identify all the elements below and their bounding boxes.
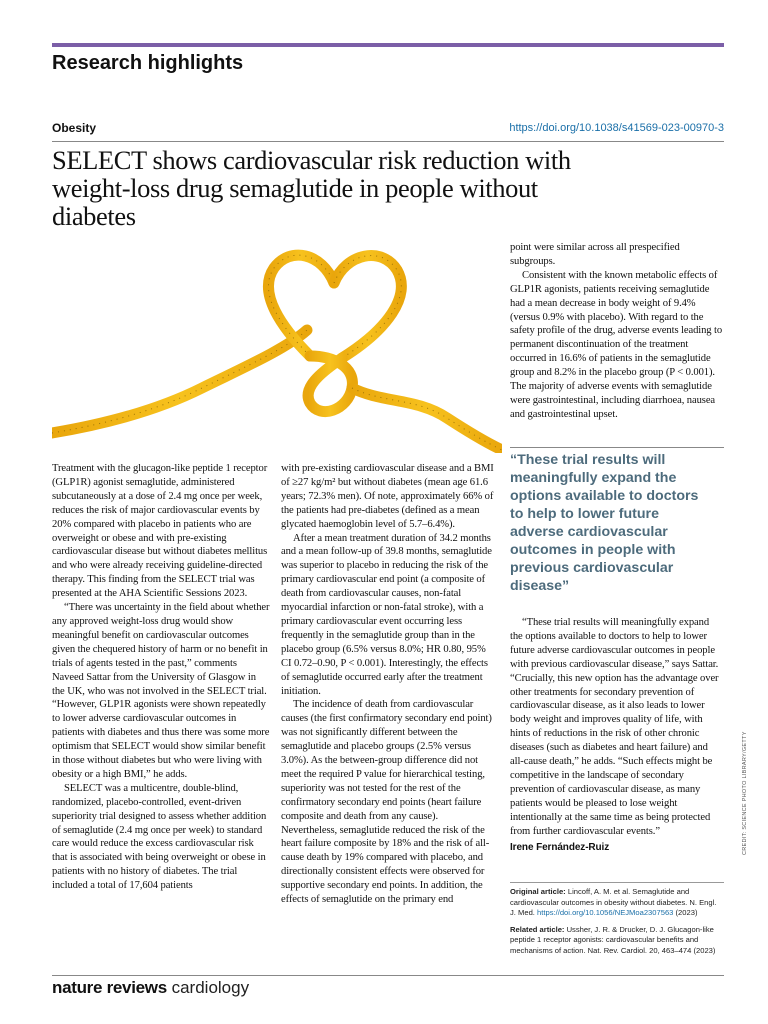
- tape-measure-heart-icon: [52, 238, 502, 453]
- ref-year: (2023): [675, 908, 698, 917]
- body-column-3-bottom: [510, 616, 724, 854]
- pullquote-divider: [510, 447, 724, 448]
- photo-credit: CREDIT: SCIENCE PHOTO LIBRARY/GETTY: [742, 731, 748, 855]
- paragraph: “There was uncertainty in the field about whether any approved weight-loss drug would show meaningful benefit on cardiovascular outcomes given the chequered history of harm or no benefit in trials of agents tested in the past,” comments Naveed Sattar from the University of Glasgow in the UK, who was not involved in the SELECT trial. “However, GLP1R agonists were shown repeatedly to lower adverse cardiovascular outcomes in patients with diabetes and thus there was some more optimism that SELECT would show similar benefit in those without diabetes but who were living with obesity or a high BMI,” he adds.: [52, 602, 270, 780]
- refs-divider: [510, 882, 724, 883]
- paragraph: point were similar across all prespecified subgroups.: [510, 242, 680, 267]
- ref-label: Original article:: [510, 887, 566, 896]
- topic-label: Obesity: [52, 121, 97, 135]
- body-column-1: [52, 462, 270, 893]
- journal-logo: [52, 978, 249, 998]
- footer-divider: [52, 975, 724, 976]
- logo-journal: cardiology: [171, 978, 250, 997]
- paragraph: “These trial results will meaningfully expand the options available to doctors to help to lower future adverse cardiovascular outcomes in people with previous cardiovascular disease,” says Sattar. “Crucially, this new option has the advantage over other treatments for secondary prevention of cardiovascular disease, as it also leads to lower body weight and improves quality of life, with hints of reductions in the risk of other chronic diseases (such as diabetes and heart failure) and all-cause death,” he adds. “Such effects might be competitive in the landscape of secondary prevention of cardiovascular disease, as many patients would be pleased to lose weight intentionally at the same time as being protected from further cardiovascular events.”: [510, 617, 719, 837]
- accent-bar: [52, 43, 724, 47]
- pull-quote: “These trial results will meaningfully expand the options available to doctors to help to lower future adverse cardiovascular outcomes in people with previous cardiovascular disease”: [510, 452, 699, 594]
- logo-brand: nature reviews: [52, 978, 167, 997]
- header-divider: [52, 141, 724, 142]
- paragraph: SELECT was a multicentre, double-blind, randomized, placebo-controlled, event-driven superiority trial designed to assess whether addition of semaglutide (2.4 mg once per week) to standard care would reduce the excess cardiovascular risk that is associated with being overweight or obese in patients with no history of diabetes. The trial included a total of 17,604 patients: [52, 782, 267, 892]
- ref-text: Lincoff, A. M. et al. Semaglutide and cardiovascular outcomes in obesity without diabetes. N. Engl. J. Med.: [510, 887, 717, 917]
- references: [510, 887, 724, 962]
- section-heading: Research highlights: [52, 52, 244, 74]
- article-title: SELECT shows cardiovascular risk reduction with weight-loss drug semaglutide in people without diabetes: [52, 145, 571, 231]
- body-column-3-top: [510, 241, 724, 422]
- ref-text: Ussher, J. R. & Drucker, D. J. Glucagon-like peptide 1 receptor agonists: cardiovascular benefits and mechanisms of action. Nat. Rev. Cardiol. 20, 463–474 (2023): [510, 924, 716, 955]
- paragraph: Treatment with the glucagon-like peptide 1 receptor (GLP1R) agonist semaglutide, administered subcutaneously at a dose of 2.4 mg once per week, reduces the risk of major cardiovascular events by 20% compared with placebo in patients who are overweight or obese and with pre-existing cardiovascular disease but without diabetes mellitus and who were already receiving guideline-directed therapy. This finding from the SELECT trial was presented at the AHA Scientific Sessions 2023.: [52, 463, 268, 600]
- body-column-2: [281, 462, 494, 907]
- paragraph: with pre-existing cardiovascular disease and a BMI of ≥27 kg/m² but without diabetes (mean age 61.6 years; 72.3% men). Of note, approximately 66% of the patients had pre-diabetes (defined as a mean glycated haemoglobin level of 5.7–6.4%).: [281, 463, 494, 530]
- ref-doi-link[interactable]: https://doi.org/10.1056/NEJMoa2307563: [537, 908, 674, 917]
- paragraph: After a mean treatment duration of 34.2 months and a mean follow-up of 39.8 months, semaglutide was superior to placebo in reducing the risk of the primary cardiovascular end point (a composite of death from cardiovascular causes, non-fatal myocardial infarction or non-fatal stroke), with a primary cardiovascular event occurring less frequently in the semaglutide group than in the placebo group (6.5% versus 8.0%; HR 0.80, 95% CI 0.72–0.90, P < 0.001). Interestingly, the effects of semaglutide occurred early after the treatment initiation.: [281, 532, 492, 697]
- paragraph: Consistent with the known metabolic effects of GLP1R agonists, patients receiving semaglutide had a mean decrease in body weight of 9.4% (versus 0.9% with placebo). With regard to the safety profile of the drug, adverse events leading to permanent discontinuation of the treatment occurred in 16.6% of patients in the semaglutide group and 8.2% in the placebo group (P < 0.001). The majority of adverse events with semaglutide were gastrointestinal, including diarrhoea, nausea and gastrointestinal upset.: [510, 269, 723, 420]
- author-name: Irene Fernández-Ruiz: [510, 841, 610, 853]
- article-photo: [52, 238, 502, 453]
- related-article-ref: [510, 925, 724, 957]
- original-article-ref: [510, 887, 724, 919]
- ref-label: Related article:: [510, 924, 565, 934]
- doi-link[interactable]: https://doi.org/10.1038/s41569-023-00970-3: [509, 122, 724, 134]
- paragraph: The incidence of death from cardiovascular causes (the first confirmatory secondary end point) was not significantly different between the semaglutide and placebo groups (2.5% versus 3.0%). As the between-group difference did not meet the required P value for hierarchical testing, superiority was not tested for the rest of the confirmatory secondary end points (heart failure composite and death from any cause). Nevertheless, semaglutide reduced the risk of the heart failure composite by 18% and the risk of all-cause death by 19% compared with placebo, and directionally consistent effects were observed for supportive secondary end points. In addition, the effects of semaglutide on the primary end: [281, 699, 492, 906]
